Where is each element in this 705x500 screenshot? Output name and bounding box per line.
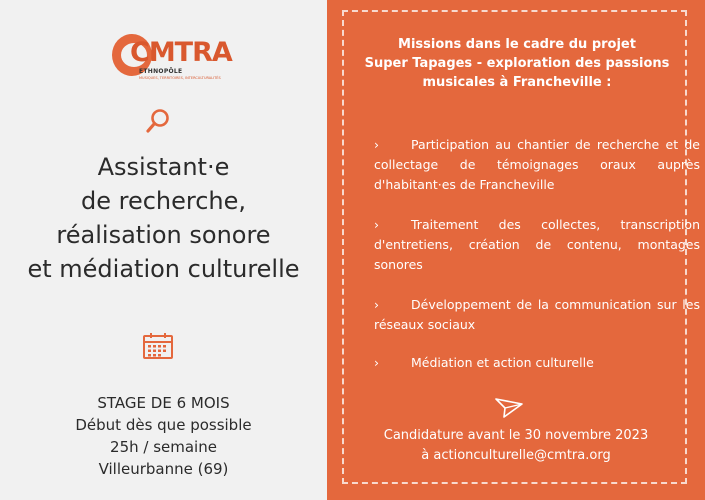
missions-heading-line: Missions dans le cadre du projet <box>398 37 636 52</box>
mission-item <box>374 353 700 373</box>
missions-heading-line: Super Tapages - exploration des passions <box>364 56 670 71</box>
mission-text: Traitement des collectes, transcription d'entretiens, création de contenu, montages sonores <box>374 217 700 272</box>
job-title <box>0 150 327 286</box>
job-title-line: de recherche, <box>80 187 247 215</box>
internship-duration: STAGE DE 6 MOIS <box>97 394 230 412</box>
logo-brand: CMTRA <box>130 37 232 68</box>
mission-text: Développement de la communication sur les réseaux sociaux <box>374 297 700 332</box>
logo-tagline: MUSIQUES, TERRITOIRES, INTERCULTURALITÉS <box>139 76 221 80</box>
mission-text: Médiation et action culturelle <box>411 355 594 370</box>
job-title-line: et médiation culturelle <box>27 255 300 283</box>
bullet-arrow: › <box>374 137 379 152</box>
internship-location: Villeurbanne (69) <box>98 460 229 478</box>
missions-heading <box>357 35 677 92</box>
logo-subtitle: ETHNOPÔLE <box>139 68 183 75</box>
internship-hours: 25h / semaine <box>110 438 217 456</box>
mission-item <box>374 215 700 275</box>
missions-heading-line: musicales à Francheville : <box>422 75 612 90</box>
job-title-line: réalisation sonore <box>56 221 271 249</box>
application-email[interactable]: à actionculturelle@cmtra.org <box>421 448 611 463</box>
paper-plane-icon <box>494 396 524 424</box>
job-title-line: Assistant·e <box>97 153 230 181</box>
magnifier-icon <box>145 108 171 140</box>
cmtra-logo <box>112 34 232 90</box>
internship-info <box>0 392 327 480</box>
application-deadline: Candidature avant le 30 novembre 2023 <box>383 428 649 443</box>
mission-item <box>374 135 700 195</box>
calendar-icon <box>142 332 174 364</box>
internship-start: Début dès que possible <box>75 416 252 434</box>
bullet-arrow: › <box>374 217 379 232</box>
bullet-arrow: › <box>374 355 379 370</box>
bullet-arrow: › <box>374 297 379 312</box>
application-info <box>327 426 705 466</box>
mission-item <box>374 295 700 335</box>
mission-text: Participation au chantier de recherche et de collectage de témoignages oraux auprès d'habitant·es de Francheville <box>374 137 700 192</box>
